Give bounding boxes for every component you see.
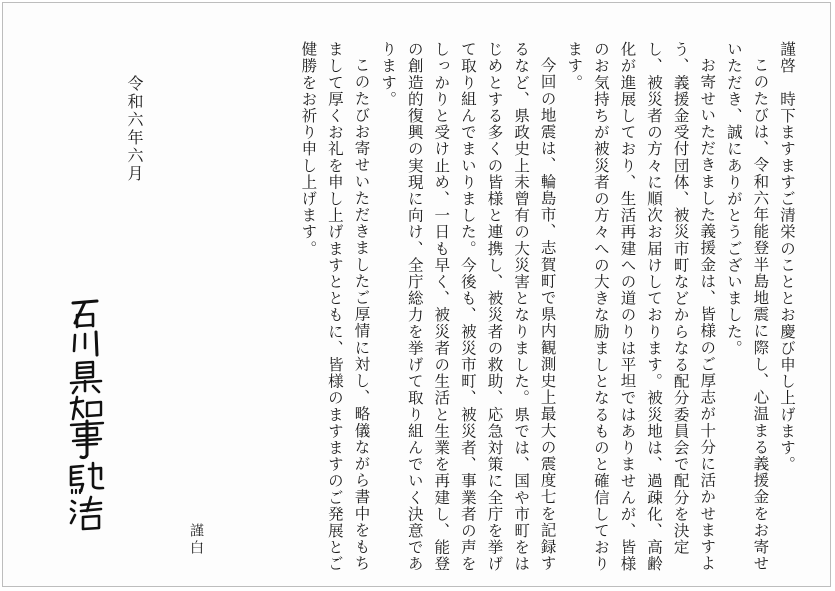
paragraph-1: このたびは、令和六年能登半島地震に際し、心温まる義援金をお寄せいただき、誠にありがとうございました。 xyxy=(724,41,770,572)
signature-brush-strokes xyxy=(63,295,111,535)
salutation: 謹啓 時下ますますご清栄のこととお慶び申し上げます。 xyxy=(778,41,796,473)
paragraph-4: このたびお寄せいただきましたご厚情に対し、略儀ながら書中をもちまして厚くお礼を申し上げますとともに、皆様のますますのご発展とご健勝をお祈り申し上げます。 xyxy=(299,41,371,573)
governor-signature xyxy=(63,295,111,535)
paragraph-3: 今回の地震は、輪島市、志賀町で県内観測史上最大の震度七を記録するなど、県政史上未曾有の大災害となりました。県では、国や市町をはじめとする多くの皆様と連携し、被災者の救助、応急対策に全庁を挙げて取り組んでまいりました。今後も、被災市町、被災者、事業者の声をしっかりと受け止め、一日も早く、被災者の生活と生業を再建し、能登の創造的復興の実現に向け、全庁総力を挙げて取り組んでいく決意であります。 xyxy=(379,41,557,573)
paragraph-2: お寄せいただきました義援金は、皆様のご厚志が十分に活かせますよう、義援金受付団体、被災市町などからなる配分委員会で配分を決定し、被災者の方々に順次お届けしております。被災地は、過疎化、高齢化が進展しており、生活再建への道のりは平坦ではありませんが、皆様のお気持ちが被災者の方々への大きな励ましとなるものと確信しております。 xyxy=(565,41,717,573)
letter-body xyxy=(295,41,800,576)
closing-remark: 謹白 xyxy=(188,523,204,557)
letter-sheet xyxy=(2,2,831,587)
letter-date: 令和六年六月 xyxy=(125,75,144,183)
